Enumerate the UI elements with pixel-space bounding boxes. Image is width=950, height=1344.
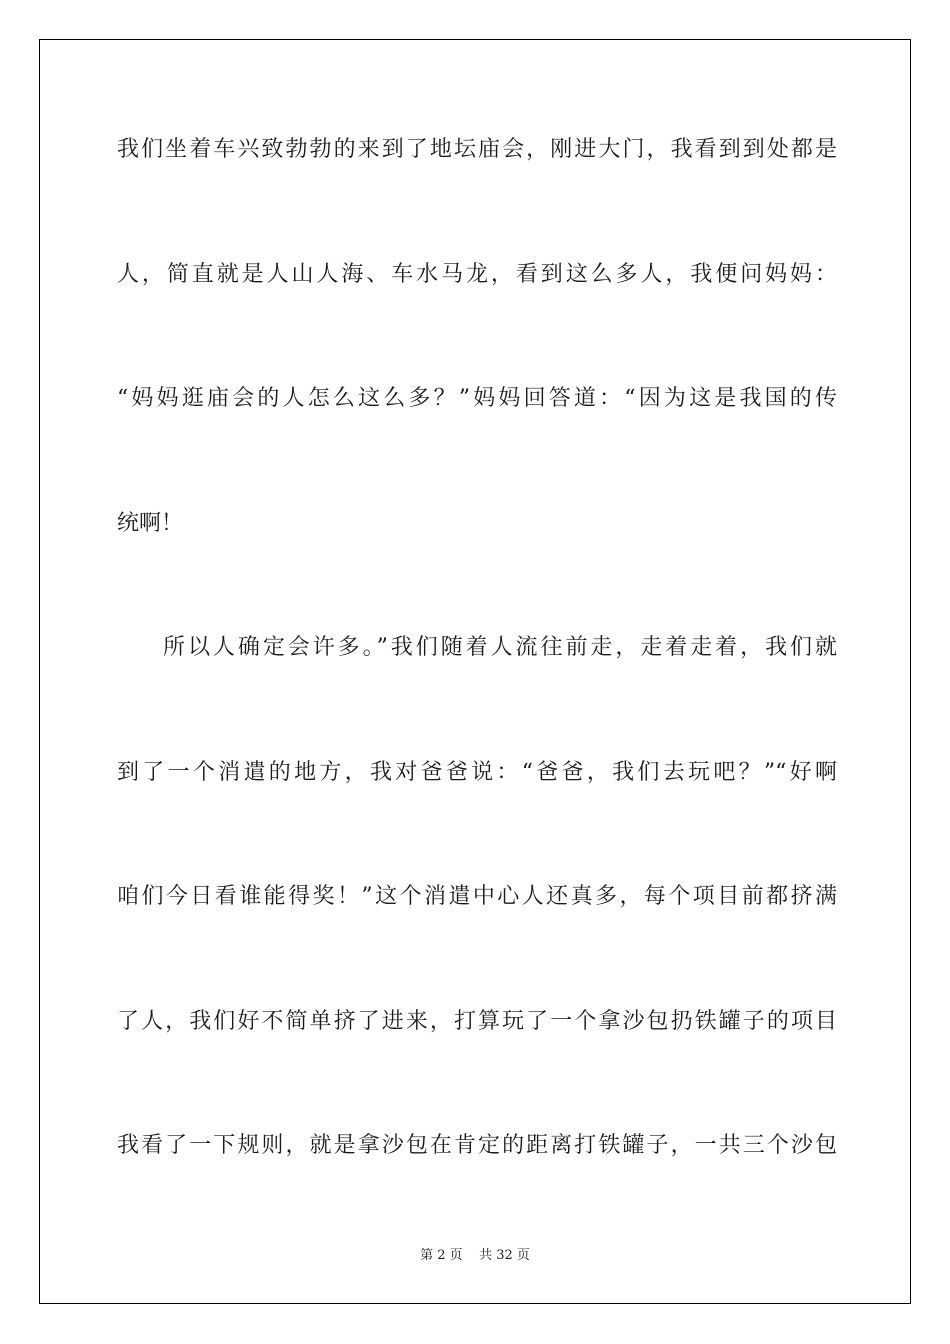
paragraph-line-4: 统啊！ bbox=[117, 511, 184, 536]
paragraph-line-7: 咱们今日看谁能得奖！”这个消遣中心人还真多，每个项目前都挤满 bbox=[117, 884, 837, 909]
paragraph-line-5: 所以人确定会许多。”我们随着人流往前走，走着走着，我们就 bbox=[163, 635, 837, 660]
paragraph-line-6: 到了一个消遣的地方，我对爸爸说：“爸爸，我们去玩吧？”“好啊 bbox=[117, 760, 837, 785]
paragraph-line-1: 我们坐着车兴致勃勃的来到了地坛庙会，刚进大门，我看到到处都是 bbox=[117, 137, 837, 162]
paragraph-line-3: “妈妈逛庙会的人怎么这么多？”妈妈回答道：“因为这是我国的传 bbox=[117, 386, 837, 411]
page-number-footer: 第 2 页 共 32 页 bbox=[420, 1248, 530, 1263]
page-border bbox=[39, 39, 911, 1304]
paragraph-line-2: 人，简直就是人山人海、车水马龙，看到这么多人，我便问妈妈： bbox=[117, 262, 837, 287]
paragraph-line-8: 了人，我们好不简单挤了进来，打算玩了一个拿沙包扔铁罐子的项目 bbox=[117, 1009, 837, 1034]
paragraph-line-9: 我看了一下规则，就是拿沙包在肯定的距离打铁罐子，一共三个沙包 bbox=[117, 1133, 837, 1158]
